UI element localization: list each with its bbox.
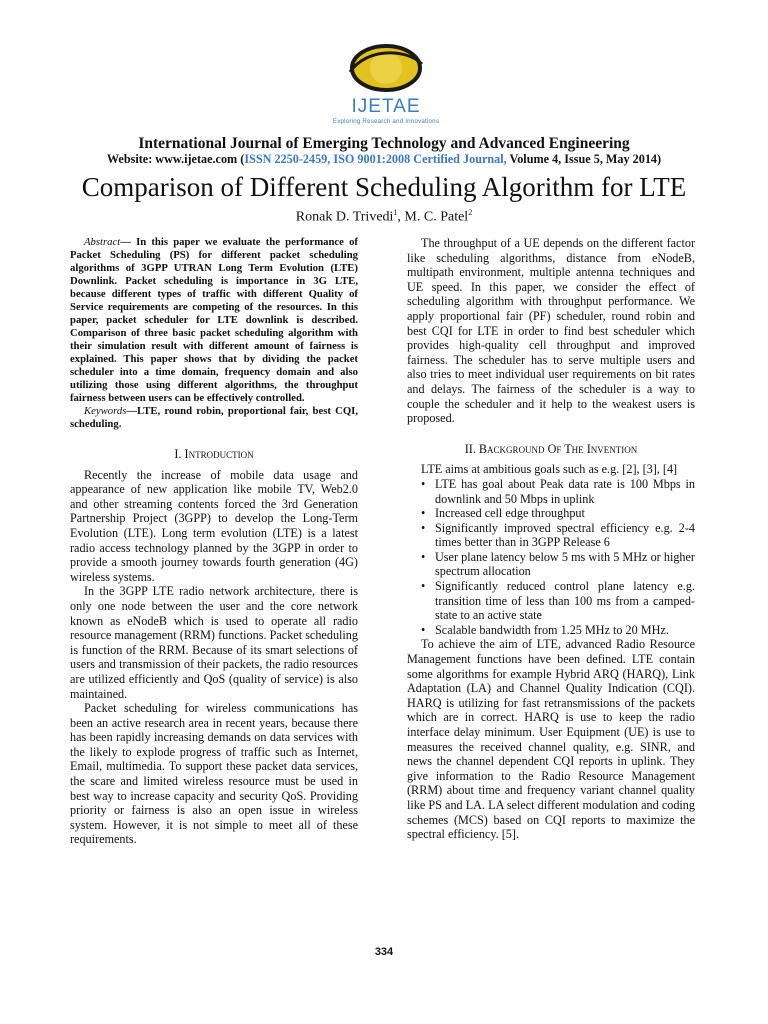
left-column — [70, 236, 358, 847]
keywords-text: —LTE, round robin, proportional fair, best CQI, scheduling. — [70, 405, 358, 430]
volume-text: Volume 4, Issue 5, May 2014) — [506, 152, 662, 166]
journal-name: International Journal of Emerging Technology and Advanced Engineering — [138, 135, 630, 152]
author-2-affiliation: 2 — [468, 208, 473, 217]
background-intro: LTE aims at ambitious goals such as e.g. [2], [3], [4] — [421, 462, 678, 477]
author-1-affiliation: 1 — [393, 208, 398, 217]
logo-tagline: Exploring Research and Innovations — [332, 118, 440, 125]
journal-website-line — [0, 152, 768, 167]
intro-paragraph-1: Recently the increase of mobile data usage and appearance of new application like mobile TV, Web2.0 and other streaming contents forced the 3rd Generation Partnership Project (3GPP) to develop the Long-Term Evolution (LTE). Long term evolution (LTE) is a latest radio access technology planned by the 3GPP in order to provide a smooth journey towards fourth generation (4G) wireless systems. — [70, 467, 358, 584]
right-paragraph-1: The throughput of a UE depends on the different factor like scheduling algorithms, distance from eNodeB, multipath environment, multiple antenna techniques and UE speed. In this paper, we consider the effect of scheduling algorithm with throughput performance. We apply proportional fair (PF) scheduler, round robin and best CQI for LTE in order to find best scheduler which provides high-quality cell throughput and improved fairness. The scheduler has to serve multiple users and also tries to meet individual user requirements on bit rates and delays. The fairness of the scheduler is a way to couple the scheduler and it help to the weakest users is proposed. — [407, 236, 695, 426]
issn-text: ISSN 2250-2459, ISO 9001:2008 Certified Journal, — [244, 152, 507, 166]
background-paragraph-2: To achieve the aim of LTE, advanced Radio Resource Management functions have been defined. LTE contain some algorithms for example Hybrid ARQ (HARQ), Link Adaptation (LA) and Channel Quality Indication (CQI). HARQ is utilizing for fast retransmissions of the packets which are in correct. HARQ is use to keep the radio interface delay minimum. User Equipment (UE) is use to measures the received channel quality, e.g. SINR, and news the channel dependent CQI reports in uplink. They give information to the Radio Resource Management (RRM) about time and frequency variant channel quality like PS and LA. LA select different modulation and coding schemes (MCS) based on CQI reports to maximize the spectral efficiency. [5]. — [407, 637, 695, 842]
paper-title: Comparison of Different Scheduling Algorithm for LTE — [81, 172, 687, 202]
list-item: • Increased cell edge throughput — [421, 506, 585, 521]
intro-paragraph-3: Packet scheduling for wireless communications has been an active research area in recent years, because there has been rapidly increasing demands on data services with the likely to explode progress of traffic such as Internet, Email, multimedia. To support these packet data services, the scare and limited wireless resource must be used in best way to increase capacity and security QoS. Providing priority or fairness is also an open issue in wireless system. However, it is not simple to meet all of these requirements. — [70, 701, 358, 847]
abstract-text: — In this paper we evaluate the performance of Packet Scheduling (PS) for different packet scheduling algorithms of 3GPP UTRAN Long Term Evolution (LTE) Downlink. Packet scheduling is importance in 3G LTE, because different types of traffic with different Quality of Service requirements are competing of the resources. In this paper, packet scheduler for LTE downlink is described. Comparison of three basic packet scheduling algorithm with their simulation result with different amount of fairness is explained. This paper shows that by dividing the packet scheduler into a time domain, frequency domain and also utilizing those using different algorithms, the throughput fairness between users can be effectively controlled. — [70, 236, 358, 404]
page-number: 334 — [374, 946, 394, 958]
list-item: • LTE has goal about Peak data rate is 100 Mbps in downlink and 50 Mbps in uplink — [421, 476, 695, 506]
goals-list — [407, 477, 695, 638]
intro-paragraph-2: In the 3GPP LTE radio network architecture, there is only one node between the user and the core network known as eNodeB which is used to operate all radio resource management (RRM) functions. Packet scheduling is function of the RRM. Because of its smart selections of users and transmission of their packets, the radio resources are utilized efficiently and QoS (quality of service) is also maintained. — [70, 584, 358, 701]
website-prefix: Website: www.ijetae.com ( — [106, 152, 245, 166]
right-column — [407, 236, 695, 842]
journal-logo — [332, 38, 440, 130]
keywords-label: Keywords — [84, 405, 127, 417]
keywords — [70, 405, 358, 431]
section-heading-introduction: I. Introduction — [174, 447, 254, 461]
list-item: • Significantly reduced control plane latency e.g. transition time of less than 100 ms from a camped-state to an active state — [421, 579, 695, 623]
author-1: Ronak D. Trivedi — [295, 209, 394, 225]
section-heading-background: II. Background Of The Invention — [464, 441, 638, 456]
abstract-label: Abstract — [84, 236, 121, 248]
abstract — [70, 236, 358, 405]
paper-authors — [0, 208, 768, 226]
author-2: , M. C. Patel — [397, 209, 469, 225]
list-item: • User plane latency below 5 ms with 5 MHz or higher spectrum allocation — [421, 549, 695, 579]
list-item: • Significantly improved spectral efficiency e.g. 2-4 times better than in 3GPP Release 6 — [421, 520, 695, 550]
logo-text: IJETAE — [351, 96, 421, 117]
list-item: • Scalable bandwidth from 1.25 MHz to 20 MHz. — [421, 622, 669, 637]
logo-emblem-icon — [336, 38, 436, 100]
